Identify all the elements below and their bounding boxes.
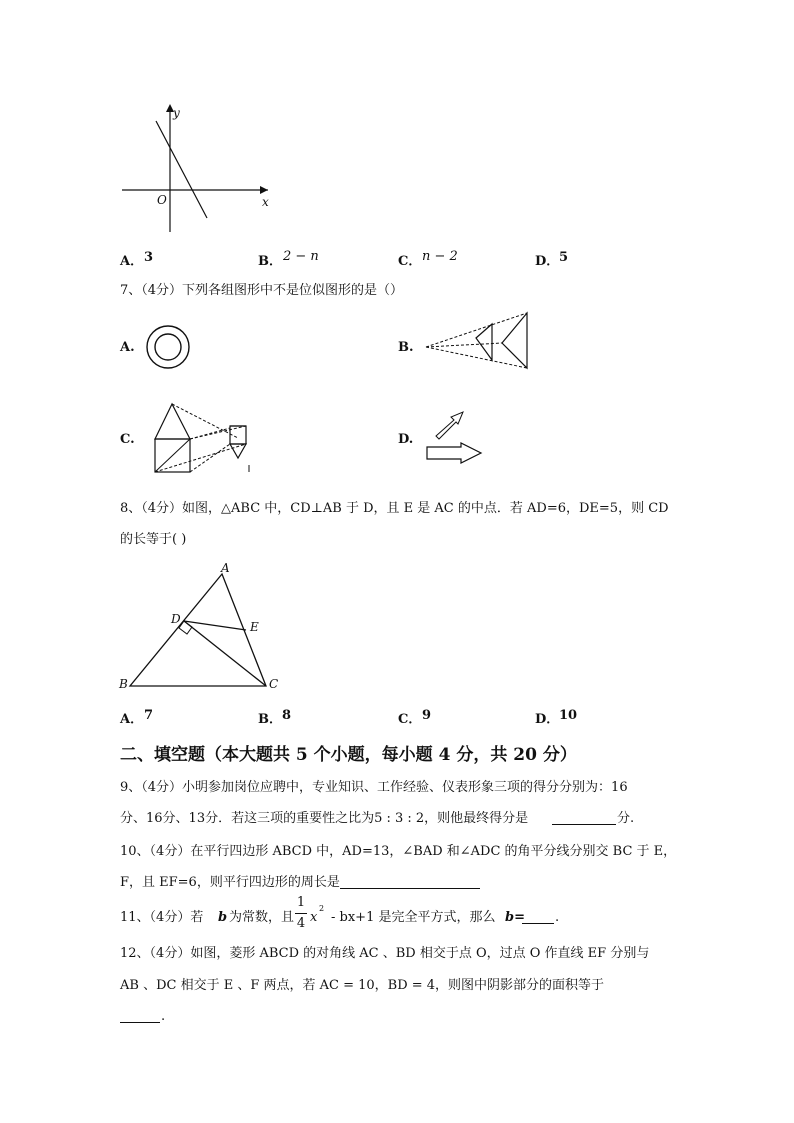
q11-x: x [310, 910, 318, 925]
q11-mid2: - bx+1 是完全平方式，那么 [331, 910, 496, 925]
q9-line2b: 分. [617, 811, 635, 826]
section-heading: 二、填空题（本大题共 5 个小题，每小题 4 分，共 20 分） [120, 745, 577, 765]
q6-option-d-text: 5 [559, 250, 569, 265]
q6-option-c-text: n − 2 [422, 249, 458, 264]
q7-option-c-letter[interactable]: C. [120, 432, 135, 447]
q8-option-a-letter[interactable]: A． [120, 712, 144, 727]
q11-b: b [218, 910, 228, 925]
q8-option-c-letter[interactable]: C． [398, 712, 422, 727]
q11-fraction-denominator: 4 [296, 916, 306, 931]
q12-line3: . [161, 1009, 166, 1024]
q7-option-a-letter[interactable]: A. [120, 340, 135, 355]
y-axis-label: y [173, 106, 180, 120]
q9-line1: 9、（4分）小明参加岗位应聘中，专业知识、工作经验、仪表形象三项的得分分别为：16 [120, 780, 628, 795]
x-axis-label: x [262, 195, 269, 209]
q9-answer-blank[interactable] [552, 812, 616, 825]
q7-stem: 7、（4分）下列各组图形中不是位似图形的是（） [120, 283, 404, 298]
vertex-e-label: E [250, 620, 259, 634]
q6-option-d-letter[interactable]: D． [535, 254, 560, 269]
q6-option-b-text: 2 − n [283, 249, 319, 264]
q8-option-a-text: 7 [144, 708, 154, 723]
q8-option-d-letter[interactable]: D． [535, 712, 560, 727]
q6-option-c-letter[interactable]: C． [398, 254, 422, 269]
q11-period: . [555, 910, 560, 925]
vertex-b-label: B [119, 677, 128, 691]
q10-answer-blank[interactable] [340, 876, 480, 889]
q9-line2a: 分、16分、13分．若这三项的重要性之比为5 : 3 : 2，则他最终得分是 [120, 811, 529, 826]
q8-stem-line2: 的长等于( ) [120, 532, 187, 547]
q11-exponent: 2 [319, 904, 325, 913]
q6-option-a-text: 3 [144, 250, 154, 265]
q11-end: b= [505, 910, 525, 925]
q11-prefix: 11、（4分）若 [120, 910, 204, 925]
q11-fraction-numerator: 1 [296, 895, 306, 910]
q7-option-b-letter[interactable]: B. [398, 340, 414, 355]
q12-line1: 12、（4分）如图，菱形 ABCD 的对角线 AC 、BD 相交于点 O，过点 O 作直线 EF 分别与 [120, 946, 650, 961]
vertex-c-label: C [269, 677, 279, 691]
q8-option-b-letter[interactable]: B． [258, 712, 282, 727]
q10-line2: F，且 EF=6，则平行四边形的周长是 [120, 875, 340, 890]
q11-answer-blank[interactable] [522, 911, 554, 924]
q6-option-a-letter[interactable]: A． [120, 254, 144, 269]
q12-line2: AB 、DC 相交于 E 、F 两点，若 AC = 10，BD = 4，则图中阴影部分的面积等于 [120, 978, 605, 993]
q8-stem-line1: 8、（4分）如图，△ABC 中，CD⊥AB 于 D，且 E 是 AC 的中点．若 AD=6，DE=5，则 CD [120, 501, 669, 516]
q8-option-c-text: 9 [422, 708, 432, 723]
q11-mid1: 为常数，且 [229, 910, 295, 925]
vertex-d-label: D [171, 612, 181, 626]
q8-option-d-text: 10 [559, 708, 578, 723]
q8-option-b-text: 8 [282, 708, 292, 723]
origin-label: O [157, 193, 167, 207]
q6-option-b-letter[interactable]: B． [258, 254, 282, 269]
q12-answer-blank[interactable] [120, 1010, 160, 1023]
q10-line1: 10、（4分）在平行四边形 ABCD 中，AD=13，∠BAD 和∠ADC 的角平分线分别交 BC 于 E， [120, 844, 677, 859]
vertex-a-label: A [221, 561, 230, 575]
fraction-bar [295, 913, 307, 914]
q7-option-d-letter[interactable]: D. [398, 432, 414, 447]
